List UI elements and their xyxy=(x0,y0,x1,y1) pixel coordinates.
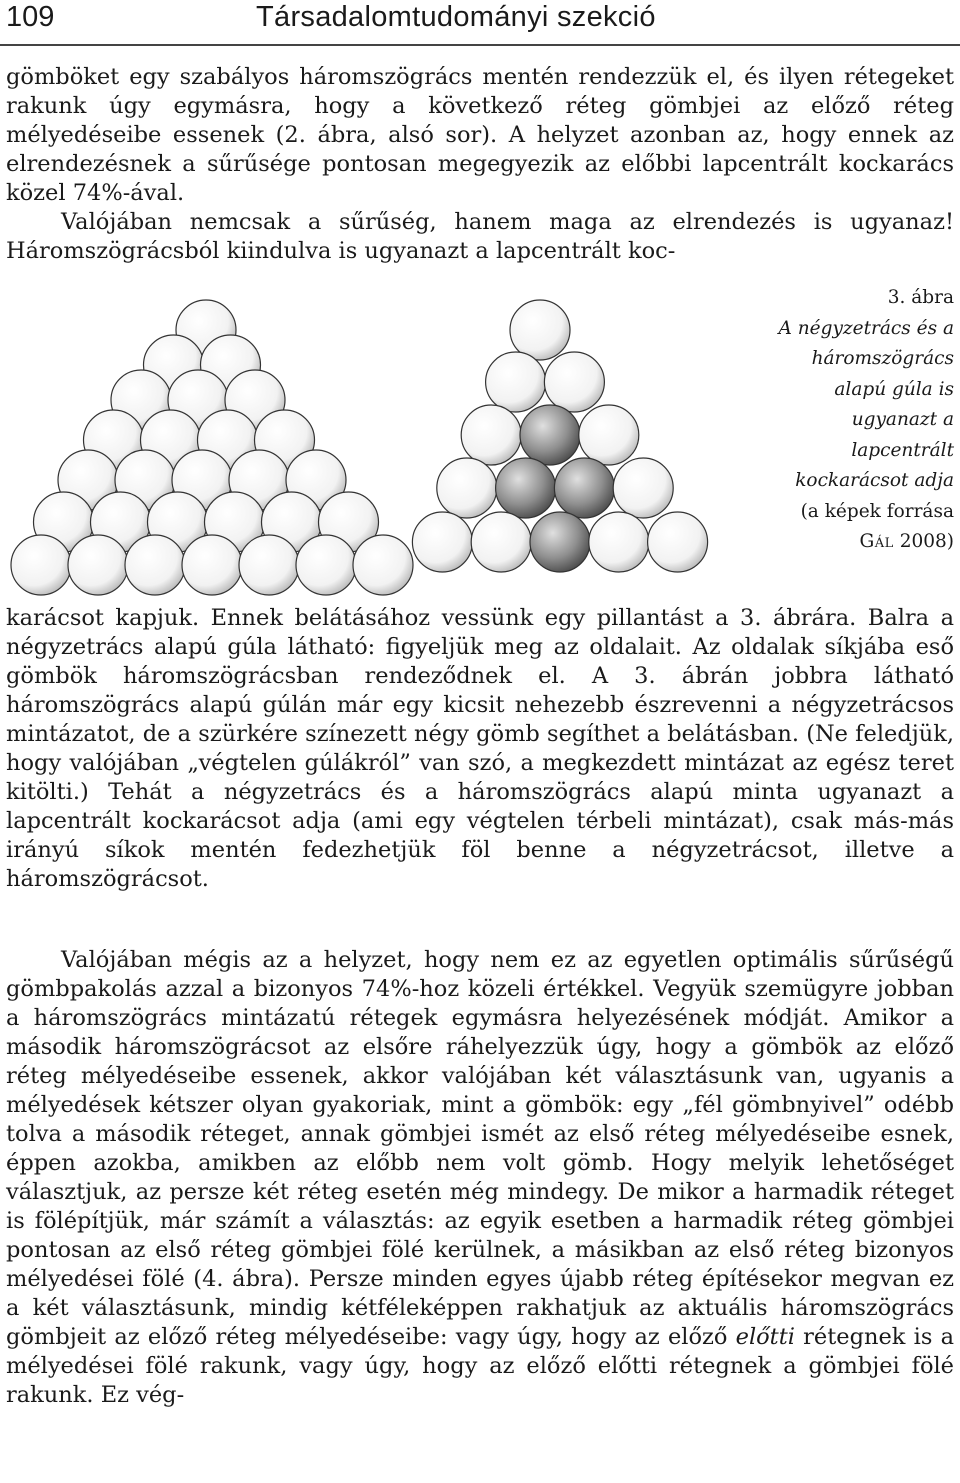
sphere-pyramids-illustration xyxy=(0,290,780,605)
white-sphere xyxy=(510,300,570,360)
white-sphere xyxy=(471,512,531,572)
white-sphere xyxy=(68,535,128,595)
page-number: 109 xyxy=(6,1,55,33)
figure-source: (a képek forrása Gál 2008) xyxy=(800,500,954,552)
white-sphere xyxy=(125,535,185,595)
white-sphere xyxy=(182,535,242,595)
section-title: Társadalomtudományi szekció xyxy=(256,1,656,33)
white-sphere xyxy=(544,352,604,412)
figure-3 xyxy=(0,290,780,605)
white-sphere xyxy=(296,535,356,595)
page-header xyxy=(6,0,954,34)
white-sphere xyxy=(613,458,673,518)
figure-label: 3. ábra xyxy=(887,287,954,308)
gray-sphere xyxy=(554,458,614,518)
square-lattice-pyramid xyxy=(11,300,413,595)
white-sphere xyxy=(648,512,708,572)
white-sphere xyxy=(579,405,639,465)
white-sphere xyxy=(239,535,299,595)
white-sphere xyxy=(461,405,521,465)
paragraph-1: gömböket egy szabályos háromszögrács mentén rendezzük el, és ilyen rétegeket rakunk úgy egymásra, hogy a következő réteg gömbjei az előző réteg mélyedéseibe essenek (2. ábra, alsó sor). A helyzet azonban az, hogy ennek az elrendezésnek a sűrűsége pontosan megegyezik az előbbi lapcentrált kockarács közel 74%-ával. Valójában nemcsak a sűrűség, hanem maga az elrendezés is ugyanaz! Háromszögrácsból kiindulva is ugyanazt a lapcentrált koc- xyxy=(6,64,954,264)
paragraph-3: Valójában mégis az a helyzet, hogy nem ez az egyetlen optimális sűrűségű gömbpakolás azzal a bizonyos 74%-hoz közeli értékkel. Vegyük szemügyre jobban a háromszögrács mintázatú rétegek egymásra helyezésének módját. Amikor a második háromszögrácsot az elsőre ráhelyezzük úgy, hogy a gömbök az előző réteg mélyedéseibe essenek, akkor valójában két választásunk van, ugyanis a mélyedések kétszer olyan gyakoriak, mint a gömbök: egy „fél gömbnyivel” odébb tolva a második réteget, annak gömbjei ismét az első réteg mélyedéseibe esnek, éppen azokba, amikben az előbb nem volt gömb. Hogy melyik lehetőséget választjuk, az persze két réteg esetén még mindegy. De mikor a harmadik réteget is fölépítjük, már számít a választás: az egyik esetben a harmadik réteg gömbjei pontosan az első réteg gömbjei fölé kerülnek, a másikban az első réteg bizonyos mélyedései fölé (4. ábra). Persze minden egyes újabb réteg építésekor megvan ez a két választásunk, mindig kétféleképpen rakhatjuk az aktuális háromszögrács gömbjeit az előző réteg mélyedéseibe: vagy úgy, hogy az előző előtti rétegnek is a mélyedései fölé rakunk, vagy úgy, hogy az előző előtti rétegnek a gömbjei fölé rakunk. Ez vég- xyxy=(6,947,954,1408)
gray-sphere xyxy=(530,512,590,572)
gray-sphere xyxy=(520,405,580,465)
figure-caption xyxy=(770,283,954,558)
white-sphere xyxy=(412,512,472,572)
figure-caption-text: A négyzetrács és a háromszögrács alapú gúla is ugyanazt a lapcentrált kockarácsot adja xyxy=(778,317,954,491)
paragraph-2: karácsot kapjuk. Ennek belátásához vessünk egy pillantást a 3. ábrára. Balra a négyzetrács alapú gúla látható: figyeljük meg az oldalait. Az oldalak síkjába eső gömbök háromszögrácsban rendeződnek el. A 3. ábrán jobbra látható háromszögrács alapú gúlán már egy kicsit nehezebb észrevenni a négyzetrácsos mintázatot, de a szürkére színezett négy gömb segíthet a belátásban. (Ne feledjük, hogy valójában „végtelen gúlákról” van szó, a megkezdett mintázat az egész teret kitölti.) Tehát a négyzetrács és a háromszögrács alapú minta ugyanazt a lapcentrált kockarácsot adja (ami egy végtelen térbeli mintázat), csak más-más irányú síkok mentén fedezhetjük föl benne a négyzetrácsot, illetve a háromszögrácsot. xyxy=(6,605,954,892)
white-sphere xyxy=(437,458,497,518)
white-sphere xyxy=(353,535,413,595)
white-sphere xyxy=(589,512,649,572)
white-sphere xyxy=(486,352,546,412)
header-rule xyxy=(0,44,960,46)
gray-sphere xyxy=(496,458,556,518)
white-sphere xyxy=(11,535,71,595)
triangular-lattice-pyramid xyxy=(412,300,707,572)
